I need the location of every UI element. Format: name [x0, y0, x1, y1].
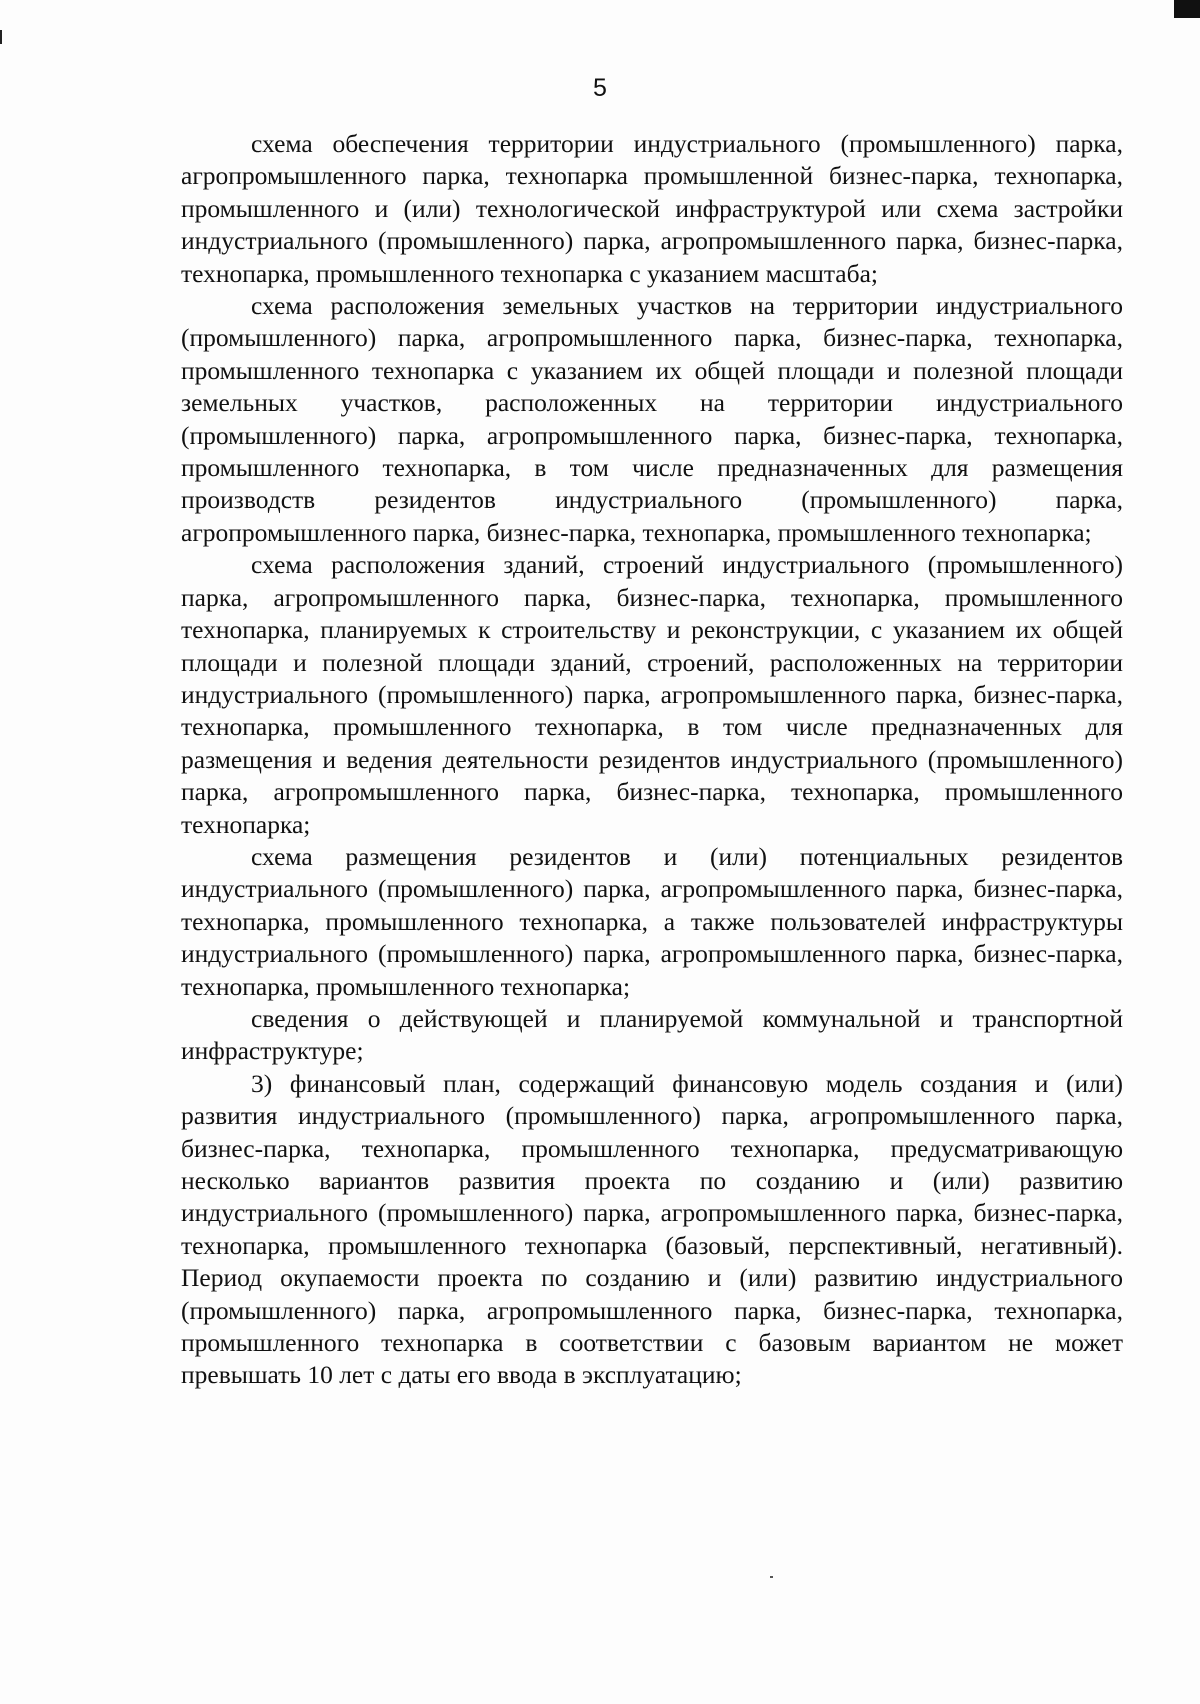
document-body	[181, 128, 1123, 1392]
scan-corner-mark	[1174, 0, 1200, 18]
page-number: 5	[593, 74, 607, 102]
paragraph-residents-scheme: схема размещения резидентов и (или) потенциальных резидентов индустриального (промышленного) парка, агропромышленного парка, бизнес-парка, технопарка, промышленного технопарка, а также пользователей инфраструктуры индустриального (промышленного) парка, агропромышленного парка, бизнес-парка, технопарка, промышленного технопарка;	[181, 841, 1123, 1001]
scan-edge-mark	[0, 30, 2, 44]
paragraph-buildings-scheme: схема расположения зданий, строений индустриального (промышленного) парка, агропромышленного парка, бизнес-парка, технопарка, промышленного технопарка, планируемых к строительству и реконструкции, с указанием их общей площади и полезной площади зданий, строений, расположенных на территории индустриального (промышленного) парка, агропромышленного парка, бизнес-парка, технопарка, промышленного технопарка, в том числе предназначенных для размещения и ведения деятельности резидентов индустриального (промышленного) парка, агропромышленного парка, бизнес-парка, технопарка, промышленного технопарка;	[181, 550, 1123, 839]
paragraph-site-scheme: схема обеспечения территории индустриального (промышленного) парка, агропромышленного парка, технопарка промышленной бизнес-парка, технопарка, промышленного и (или) технологической инфраструктурой или схема застройки индустриального (промышленного) парка, агропромышленного парка, бизнес-парка, технопарка, промышленного технопарка с указанием масштаба;	[181, 129, 1123, 288]
paragraph-financial-plan: 3) финансовый план, содержащий финансовую модель создания и (или) развития индустриального (промышленного) парка, агропромышленного парка, бизнес-парка, технопарка, промышленного технопарка, предусматривающую несколько вариантов развития проекта по созданию и (или) развитию индустриального (промышленного) парка, агропромышленного парка, бизнес-парка, технопарка, промышленного технопарка (базовый, перспективный, негативный). Период окупаемости проекта по созданию и (или) развитию индустриального (промышленного) парка, агропромышленного парка, бизнес-парка, технопарка, промышленного технопарка в соответствии с базовым вариантом не может превышать 10 лет с даты его ввода в эксплуатацию;	[181, 1068, 1123, 1390]
scan-speck	[770, 1576, 773, 1578]
paragraph-land-plots-scheme: схема расположения земельных участков на территории индустриального (промышленного) парка, агропромышленного парка, бизнес-парка, технопарка, промышленного технопарка с указанием их общей площади и полезной площади земельных участков, расположенных на территории индустриального (промышленного) парка, агропромышленного парка, бизнес-парка, технопарка, промышленного технопарка, в том числе предназначенных для размещения производств резидентов индустриального (промышленного) парка, агропромышленного парка, бизнес-парка, технопарка, промышленного технопарка;	[181, 291, 1123, 547]
paragraph-infrastructure-info: сведения о действующей и планируемой коммунальной и транспортной инфраструктуре;	[181, 1003, 1123, 1066]
